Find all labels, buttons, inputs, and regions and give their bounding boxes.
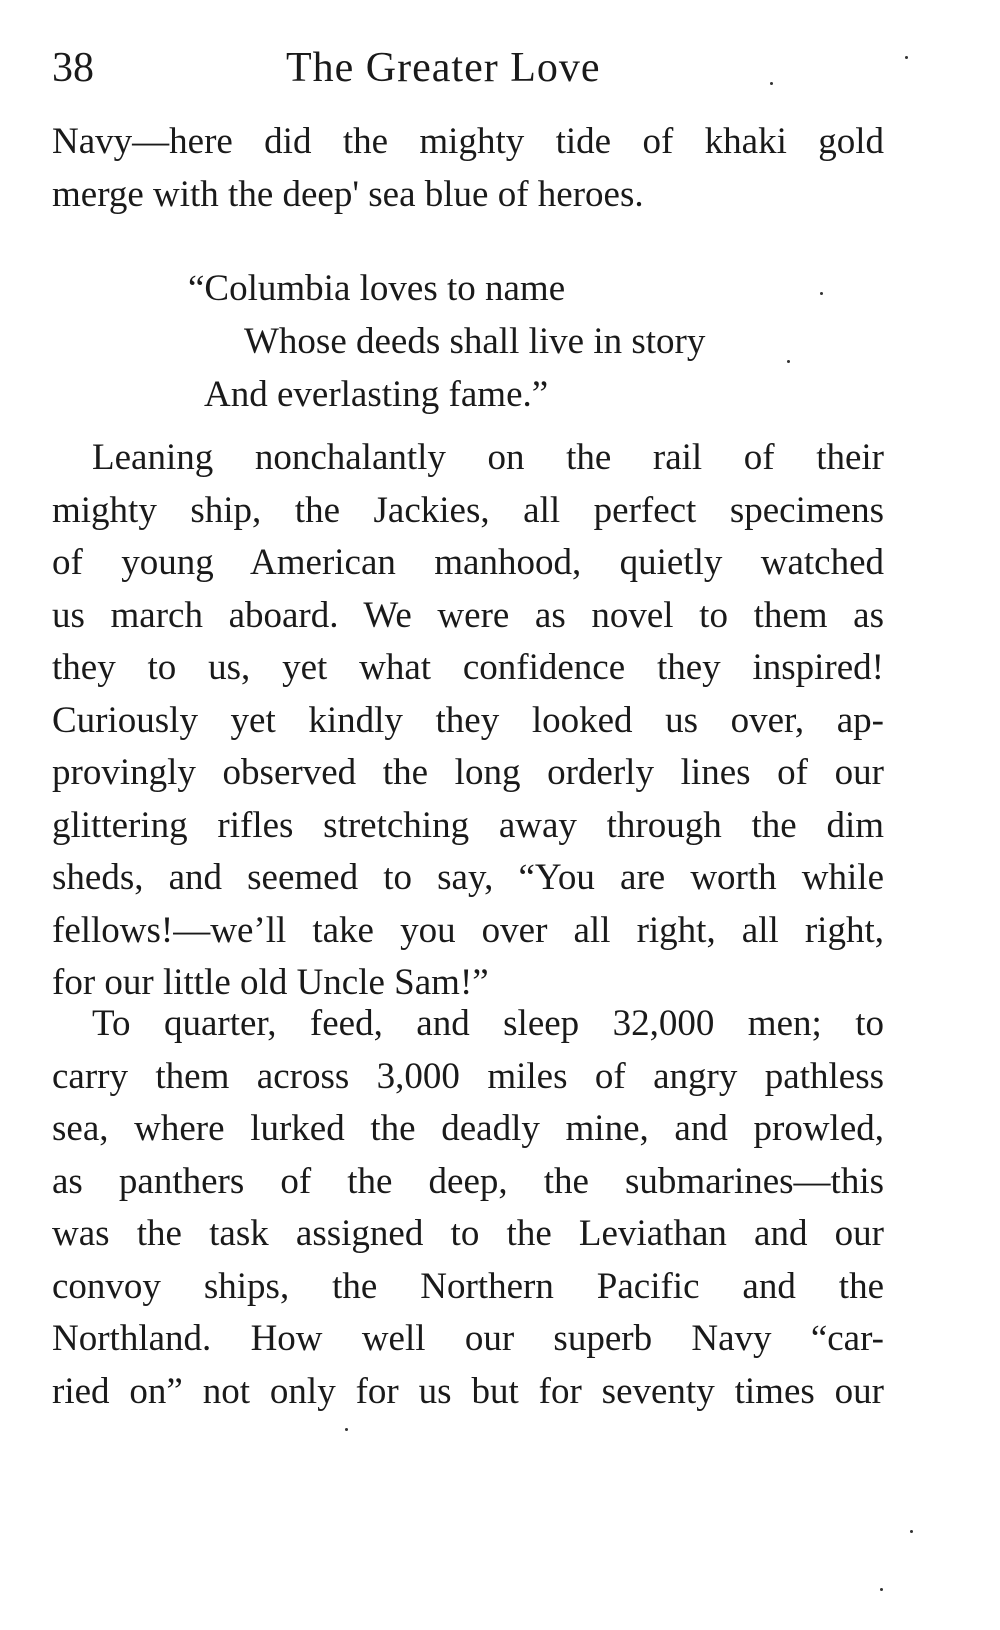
text-line: merge with the deep' sea blue of heroes. xyxy=(52,173,644,215)
text-line: fellows!—we’ll take you over all right, all right, xyxy=(52,909,884,951)
text-line: Northland. How well our superb Navy “car- xyxy=(52,1318,884,1359)
text-line: convoy ships, the Northern Pacific and the xyxy=(52,1265,884,1307)
print-speck xyxy=(787,360,790,363)
text-line: as panthers of the deep, the submarines—this xyxy=(52,1160,884,1202)
poem-line: And everlasting fame.” xyxy=(204,374,549,415)
page-header xyxy=(52,38,652,98)
print-speck xyxy=(905,56,908,59)
text-line: sheds, and seemed to say, “You are worth while xyxy=(52,857,884,898)
text-line: for our little old Uncle Sam!” xyxy=(52,962,489,1003)
print-speck xyxy=(910,1530,913,1533)
print-speck xyxy=(820,292,823,295)
text-line: was the task assigned to the Leviathan and our xyxy=(52,1213,884,1254)
text-line: of young American manhood, quietly watched xyxy=(52,542,884,583)
print-speck xyxy=(880,1588,883,1591)
paragraph-jackies xyxy=(52,432,884,1010)
text-line: glittering rifles stretching away through the dim xyxy=(52,804,884,846)
poem-line: “Columbia loves to name xyxy=(188,268,566,309)
text-line: carry them across 3,000 miles of angry pathless xyxy=(52,1055,884,1097)
paragraph-convoy xyxy=(52,998,884,1418)
text-line: provingly observed the long orderly lines of our xyxy=(52,752,884,793)
text-line: us march aboard. We were as novel to them as xyxy=(52,594,884,636)
poem-line: Whose deeds shall live in story xyxy=(244,321,706,362)
text-line: To quarter, feed, and sleep 32,000 men; to xyxy=(92,1003,884,1044)
page-number: 38 xyxy=(52,45,94,91)
text-line: Leaning nonchalantly on the rail of their xyxy=(92,437,884,478)
opening-text xyxy=(52,116,884,221)
text-line: Curiously yet kindly they looked us over, ap- xyxy=(52,699,884,741)
text-line: they to us, yet what confidence they inspired! xyxy=(52,647,884,688)
text-line: ried on” not only for us but for seventy times our xyxy=(52,1370,884,1412)
print-speck xyxy=(770,82,773,85)
print-speck xyxy=(345,1428,348,1431)
text-line: sea, where lurked the deadly mine, and prowled, xyxy=(52,1108,884,1149)
text-line: Navy—here did the mighty tide of khaki gold xyxy=(52,121,884,162)
running-title: The Greater Love xyxy=(286,45,601,91)
text-line: mighty ship, the Jackies, all perfect specimens xyxy=(52,489,884,531)
